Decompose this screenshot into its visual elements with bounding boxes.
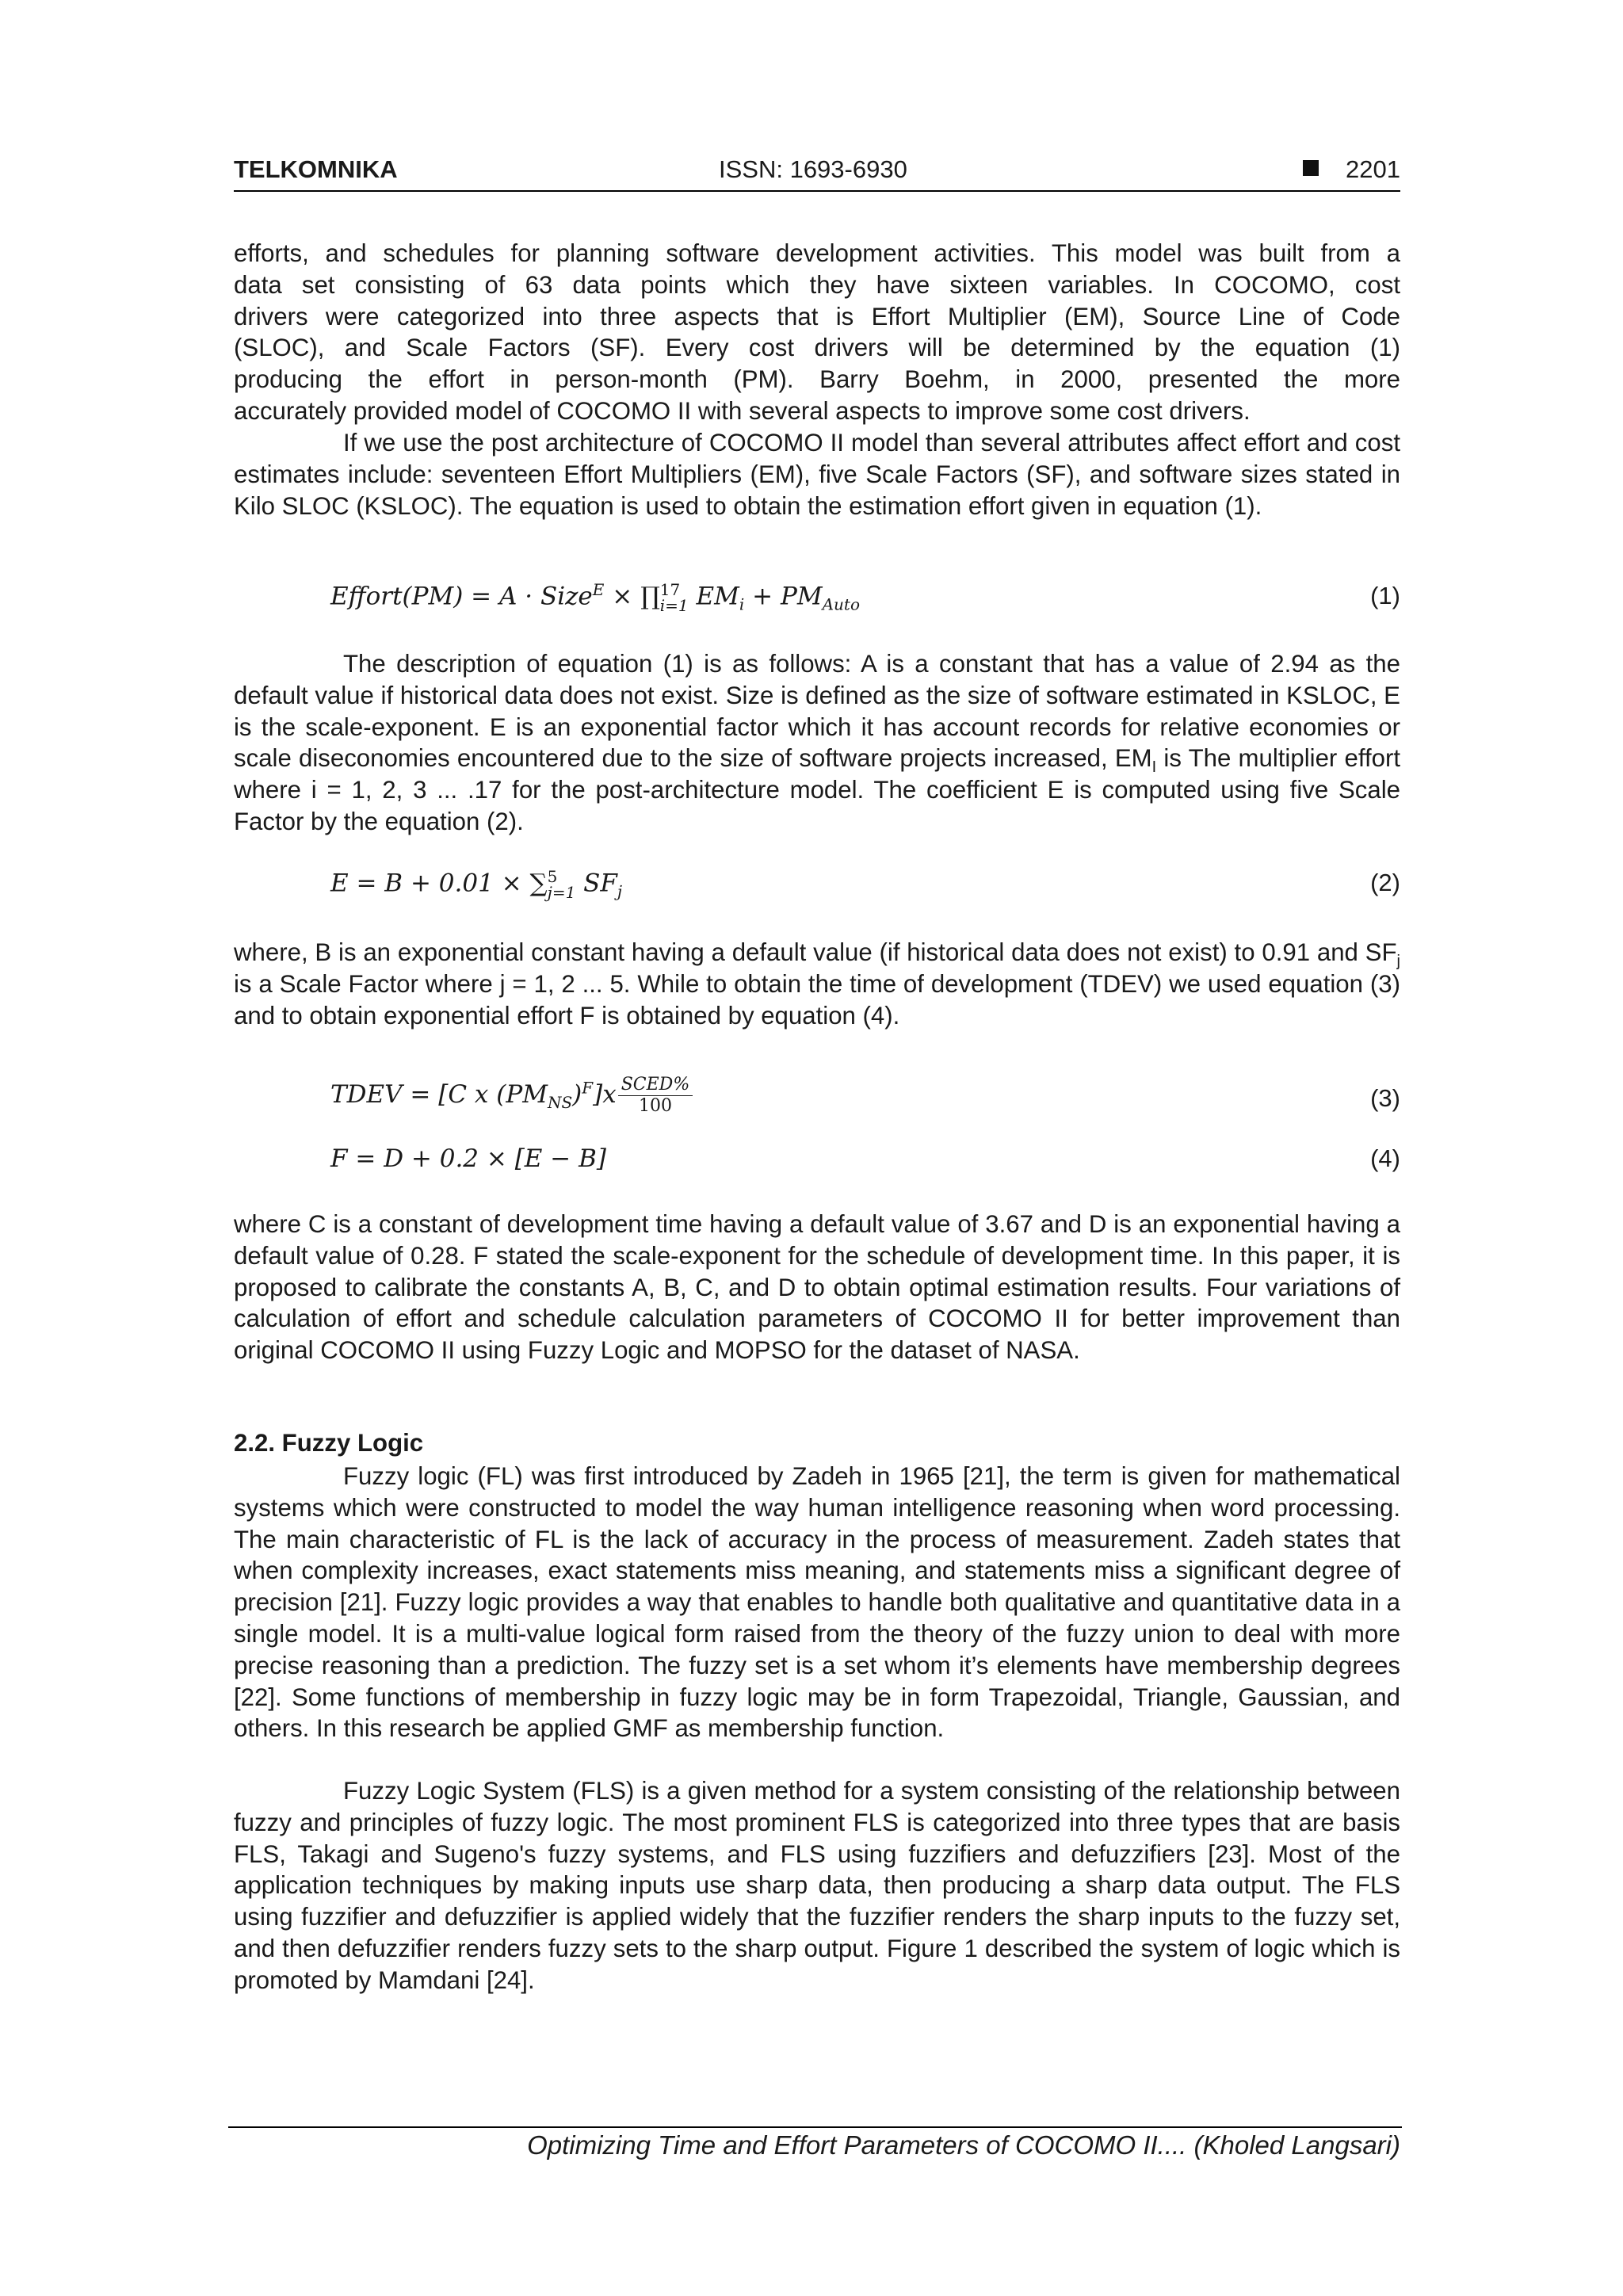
eq2-sf: SF [575,869,617,898]
desc-p4-sub: j [1396,953,1400,971]
eq2-upper: 5 [547,867,558,886]
journal-name: TELKOMNIKA [234,155,398,183]
equation-4-number: (4) [1370,1144,1400,1172]
constants-paragraph [234,1209,1400,1366]
intro-paragraph-1 [234,238,1400,427]
eq3-denominator: 100 [638,1096,672,1116]
section-heading: 2.2. Fuzzy Logic [234,1429,424,1457]
eq3-fraction [618,1075,693,1117]
intro-p2-text: If we use the post architecture of COCOMO II model than several attributes affect effort and cost estimates include: seventeen Effort Multipliers (EM), five Scale Factors (SF), and software sizes stated in Kilo SLOC (KSLOC). The equation is used to obtain the estimation effort given in equation (1). [234,429,1400,520]
intro-line: accurately provided model of COCOMO II with several aspects to improve some cost drivers. [234,396,1251,425]
intro-line: data set consisting of 63 data points which they have sixteen variables. In COCOMO, cost [234,270,1400,299]
equation-1 [330,582,1400,620]
eq1-lhs: Effort(PM) = A · Size [330,582,593,611]
square-bullet-icon [1303,160,1319,176]
equation-2 [330,869,1400,907]
desc-p3-sub: I [1151,758,1157,777]
page-footer: Optimizing Time and Effort Parameters of COCOMO II.... (Kholed Langsari) [527,2130,1400,2160]
page-header [234,155,1400,192]
equation-1-number: (1) [1370,582,1400,609]
page-number [1303,155,1400,184]
eq2-lower: j=1 [547,883,576,902]
equation-3 [330,1070,1400,1125]
eq3-ns: NS [547,1093,573,1113]
description-text [234,648,1400,838]
intro-line: (SLOC), and Scale Factors (SF). Every cost drivers will be determined by the equation (1) [234,334,1400,362]
eq2-lhs: E = B + 0.01 × ∑ [330,869,548,898]
footer-rule [228,2126,1402,2128]
equation-1-body [330,582,860,613]
issn: ISSN: 1693-6930 [719,155,907,183]
fuzzy-p2-text: Fuzzy Logic System (FLS) is a given method for a system consisting of the relationship between fuzzy and principles of fuzzy logic. The most prominent FLS is categorized into three types that are basis FLS, Takagi and Sugeno's fuzzy systems, and FLS using fuzzifiers and defuzzifiers [23]. Most of the application techniques by making inputs use sharp data, then producing a sharp data output. The FLS using fuzzifier and defuzzifier is applied widely that the fuzzifier renders the sharp inputs to the fuzzy set, and then defuzzifier renders fuzzy sets to the sharp output. Figure 1 described the system of logic which is promoted by Mamdani [24]. [234,1777,1400,1994]
eq3-lhs: TDEV = [C x (PM [330,1080,548,1109]
eq2-limits [548,869,576,900]
eq1-exp: E [592,580,605,600]
desc-p3-start: The description of equation (1) is as follows: A is a constant that has a value of 2.94 as the default value if historical data does not exist. Size is defined as the size of software estimated in KSLOC, E is the scale-exponent. E is an exponential factor which it has account records for relative economies or scale diseconomies encountered due to the size of software projects increased, EM [234,650,1400,773]
where-text [234,937,1400,1031]
equation-3-body [330,1075,693,1117]
eq1-em: EM [688,582,739,611]
intro-line: efforts, and schedules for planning software development activities. This model was built from a [234,239,1400,267]
description-paragraph [234,648,1400,838]
eq1-upper: 17 [659,580,681,599]
eq3-f: F [582,1078,594,1098]
eq1-auto: Auto [822,594,860,614]
eq3-rparen: ) [572,1080,582,1109]
eq1-lower: i=1 [659,596,689,615]
constants-text: where C is a constant of development time having a default value of 3.67 and D is an exponential having a default value of 0.28. F stated the scale-exponent for the schedule of development time. In this paper, it is proposed to calibrate the constants A, B, C, and D to obtain optimal estimation results. Four variations of calculation of effort and schedule calculation parameters of COCOMO II for better improvement than original COCOMO II using Fuzzy Logic and MOPSO for the dataset of NASA. [234,1210,1400,1365]
eq1-pm: + PM [744,582,823,611]
desc-p4-start: where, B is an exponential constant having a default value (if historical data does not exist) to 0.91 and SF [234,938,1397,966]
fuzzy-logic-paragraph-1 [234,1461,1400,1744]
equation-2-body [330,869,622,900]
desc-p4-end: is a Scale Factor where j = 1, 2 ... 5. While to obtain the time of development (TDEV) we used equation (3) and to obtain exponential effort F is obtained by equation (4). [234,969,1400,1030]
intro-paragraph-2 [234,427,1400,521]
fuzzy-logic-paragraph-2 [234,1775,1400,1996]
where-paragraph [234,937,1400,1031]
intro-line: producing the effort in person-month (PM). Barry Boehm, in 2000, presented the more [234,365,1400,394]
desc-p3-end: is The multiplier effort where i = 1, 2, 3 ... .17 for the post-architecture model. The coefficient E is computed using five Scale Factor by the equation (2). [234,744,1401,835]
equation-2-number: (2) [1370,869,1400,896]
intro-line: drivers were categorized into three aspects that is Effort Multiplier (EM), Source Line of Code [234,302,1400,330]
equation-3-number: (3) [1370,1084,1400,1112]
equation-4-body: F = D + 0.2 × [E − B] [330,1144,606,1173]
equation-4 [330,1144,1400,1182]
eq1-em-sub: i [739,594,745,614]
eq3-numerator: SCED% [618,1075,693,1096]
fuzzy-p1-text: Fuzzy logic (FL) was first introduced by Zadeh in 1965 [21], the term is given for mathematical systems which were constructed to model the way human intelligence reasoning when word processing. The main characteristic of FL is the lack of accuracy in the process of measurement. Zadeh states that when complexity increases, exact statements miss meaning, and statements miss a significant degree of precision [21]. Fuzzy logic provides a way that enables to handle both qualitative and quantitative data in a single model. It is a multi-value logical form raised from the theory of the fuzzy union to deal with more precise reasoning than a prediction. The fuzzy set is a set whom it’s elements have membership degrees [22]. Some functions of membership in fuzzy logic may be in form Trapezoidal, Triangle, Gaussian, and others. In this research be applied GMF as membership function. [234,1462,1400,1743]
eq3-bracket: ]x [593,1080,617,1109]
eq1-limits [660,582,689,613]
eq2-sf-sub: j [617,881,623,901]
page-number-text: 2201 [1346,155,1400,183]
eq1-product: × ∏ [604,582,660,611]
